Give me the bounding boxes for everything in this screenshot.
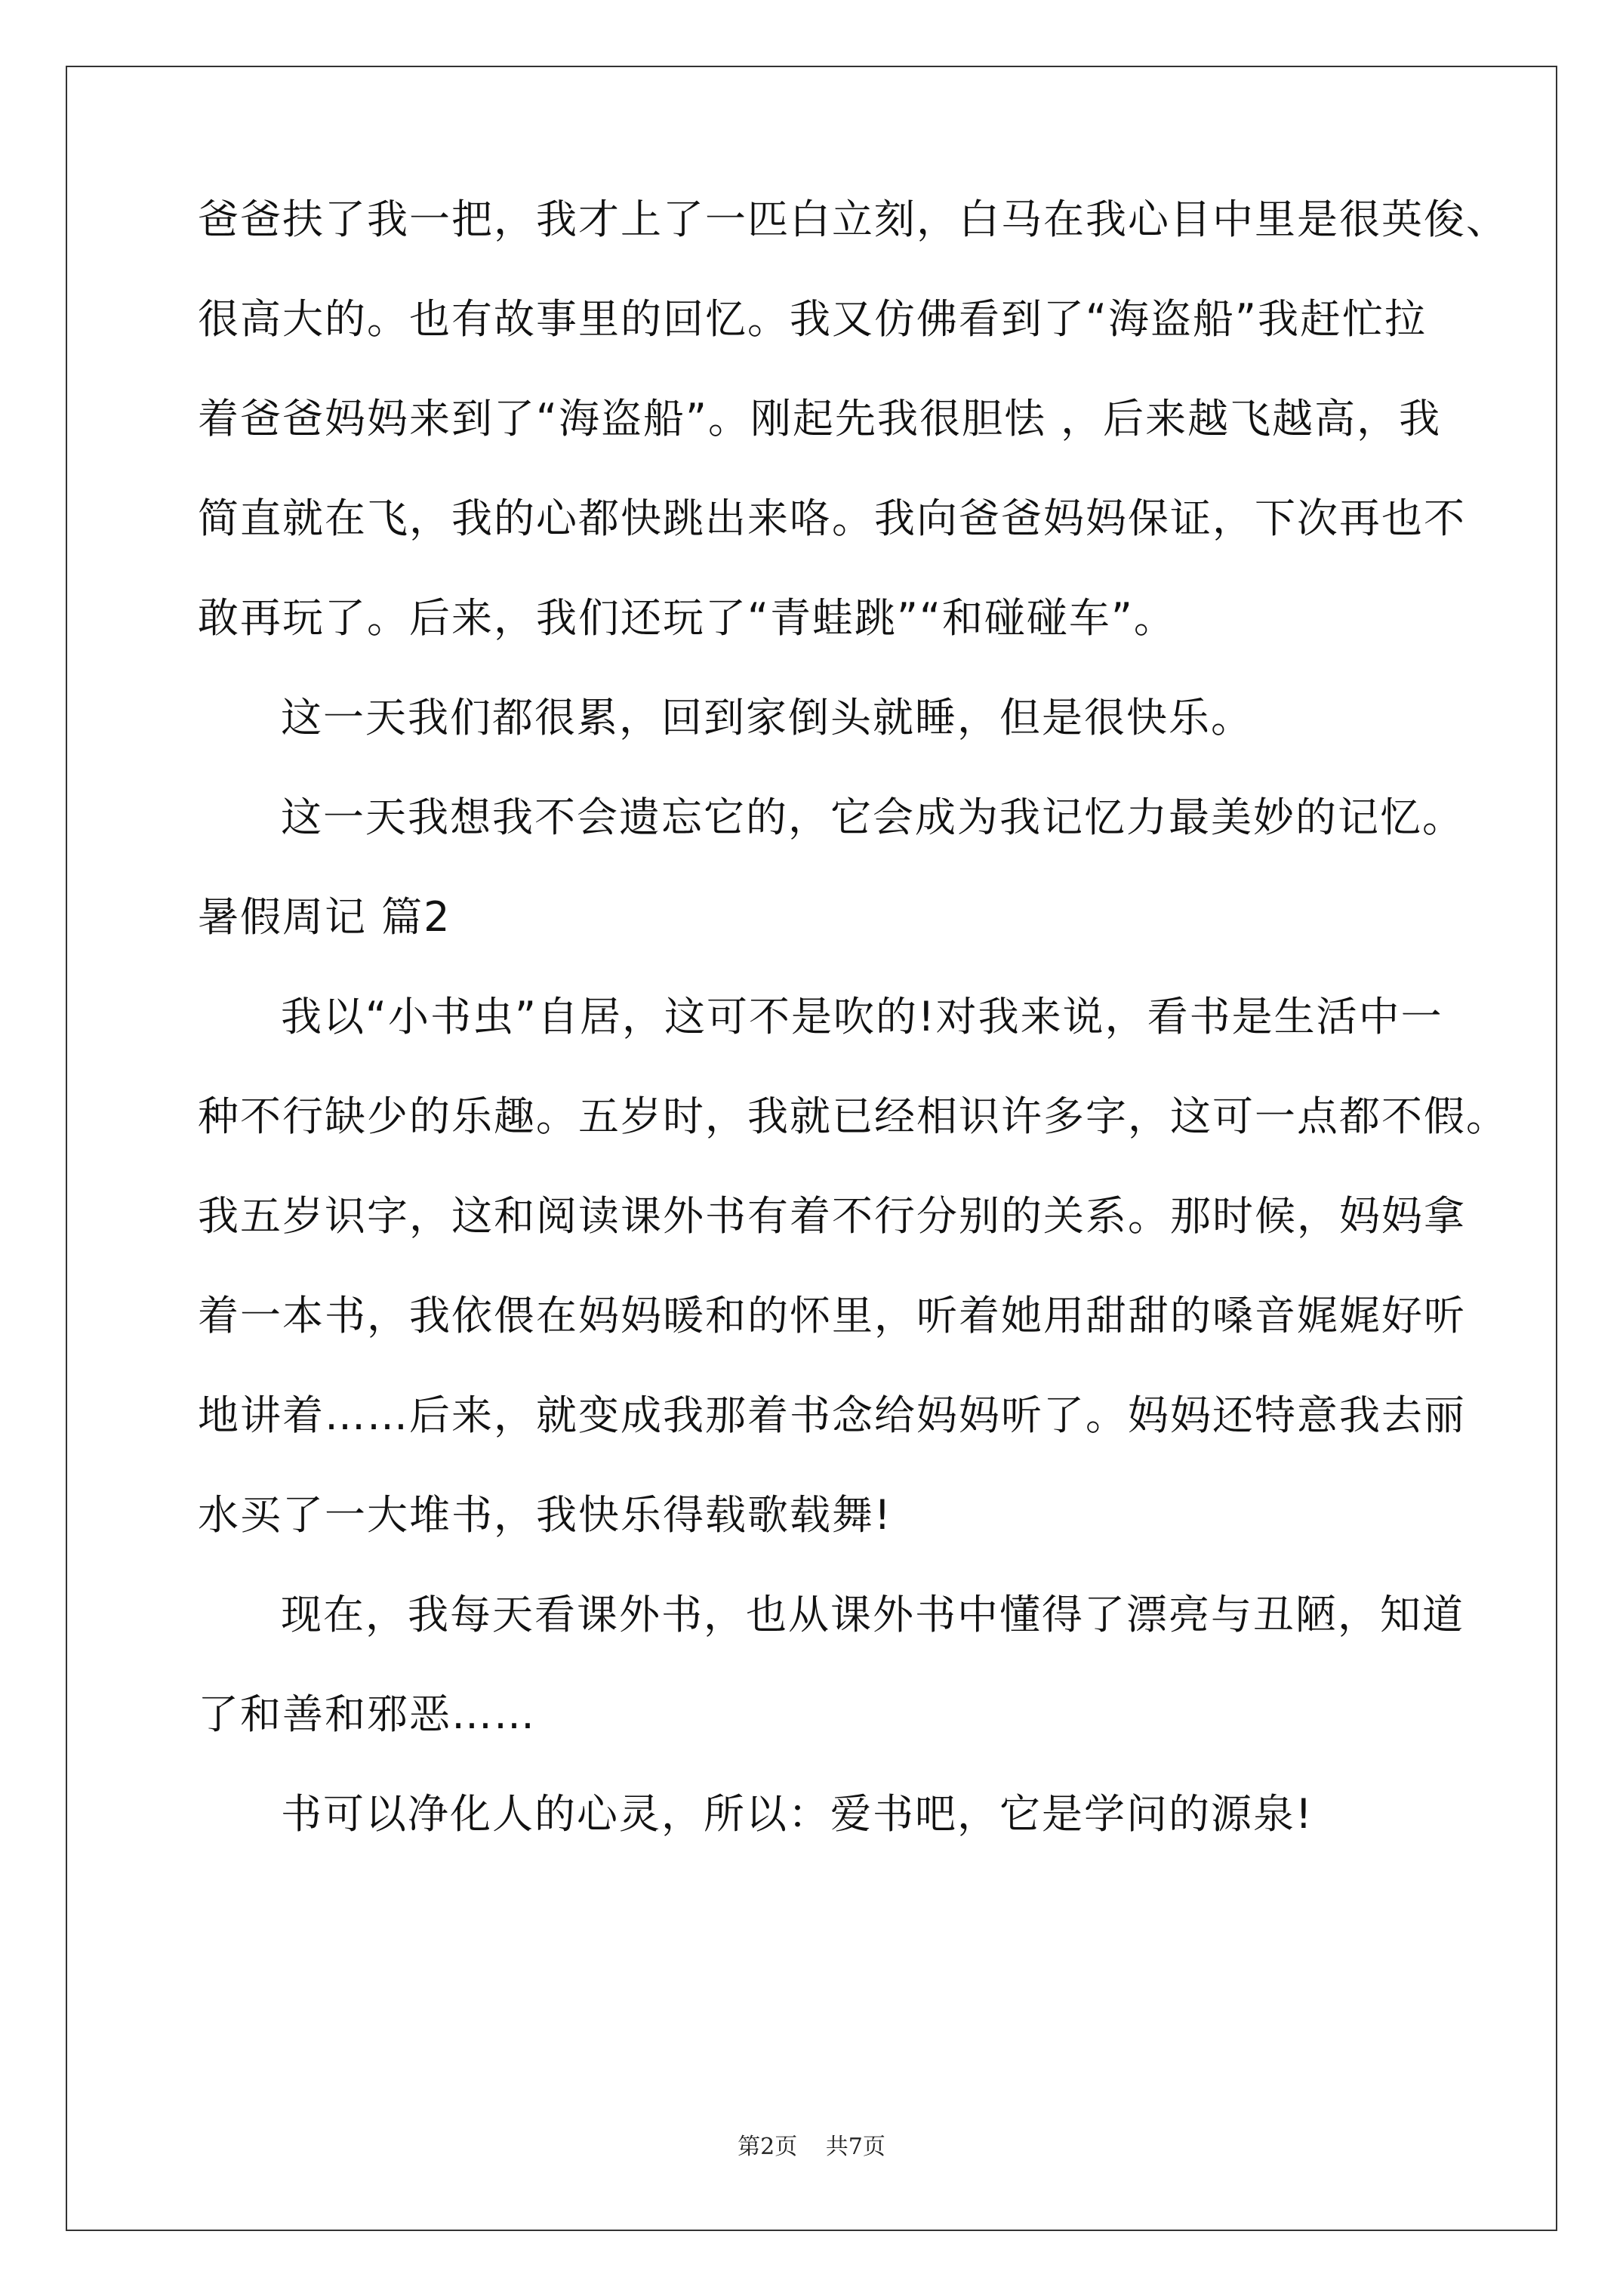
page-footer — [0, 2128, 1623, 2161]
text-line: 书可以净化人的心灵，所以：爱书吧，它是学问的源泉! — [281, 1790, 1313, 1838]
text-line: 我以“小书虫”自居，这可不是吹的!对我来说，看书是生活中一 — [281, 993, 1443, 1040]
section-heading: 暑假周记 篇2 — [198, 893, 451, 941]
text-line: 水买了一大堆书，我快乐得载歌载舞! — [198, 1491, 892, 1539]
page-number: 第2页 — [738, 2134, 798, 2160]
text-line: 敢再玩了。后来，我们还玩了“青蛙跳”“和碰碰车”。 — [198, 594, 1176, 642]
text-line: 我五岁识字，这和阅读课外书有着不行分别的关系。那时候，妈妈拿 — [198, 1192, 1466, 1240]
text-line: 了和善和邪恶…… — [198, 1690, 536, 1738]
text-line: 这一天我想我不会遗忘它的，它会成为我记忆力最美妙的记忆。 — [281, 794, 1464, 841]
text-line: 着爸爸妈妈来到了“海盗船”。刚起先我很胆怯 ，后来越飞越高，我 — [198, 395, 1442, 442]
text-line: 很高大的。也有故事里的回忆。我又仿佛看到了“海盗船”我赶忙拉 — [198, 295, 1427, 343]
text-line: 地讲着……后来，就变成我那着书念给妈妈听了。妈妈还特意我去丽 — [198, 1391, 1466, 1439]
text-line: 种不行缺少的乐趣。五岁时，我就已经相识许多字，这可一点都不假。 — [198, 1093, 1508, 1140]
document-body — [198, 170, 1508, 1864]
text-line: 爸爸扶了我一把，我才上了一匹白立刻，白马在我心目中里是很英俊、 — [198, 196, 1508, 243]
text-line: 着一本书，我依偎在妈妈暖和的怀里，听着她用甜甜的嗓音娓娓好听 — [198, 1292, 1466, 1339]
text-line: 简直就在飞，我的心都快跳出来咯。我向爸爸妈妈保证，下次再也不 — [198, 495, 1466, 542]
text-line: 这一天我们都很累，回到家倒头就睡，但是很快乐。 — [281, 694, 1253, 741]
text-line: 现在，我每天看课外书，也从课外书中懂得了漂亮与丑陋，知道 — [281, 1591, 1464, 1638]
page-total: 共7页 — [825, 2134, 885, 2160]
